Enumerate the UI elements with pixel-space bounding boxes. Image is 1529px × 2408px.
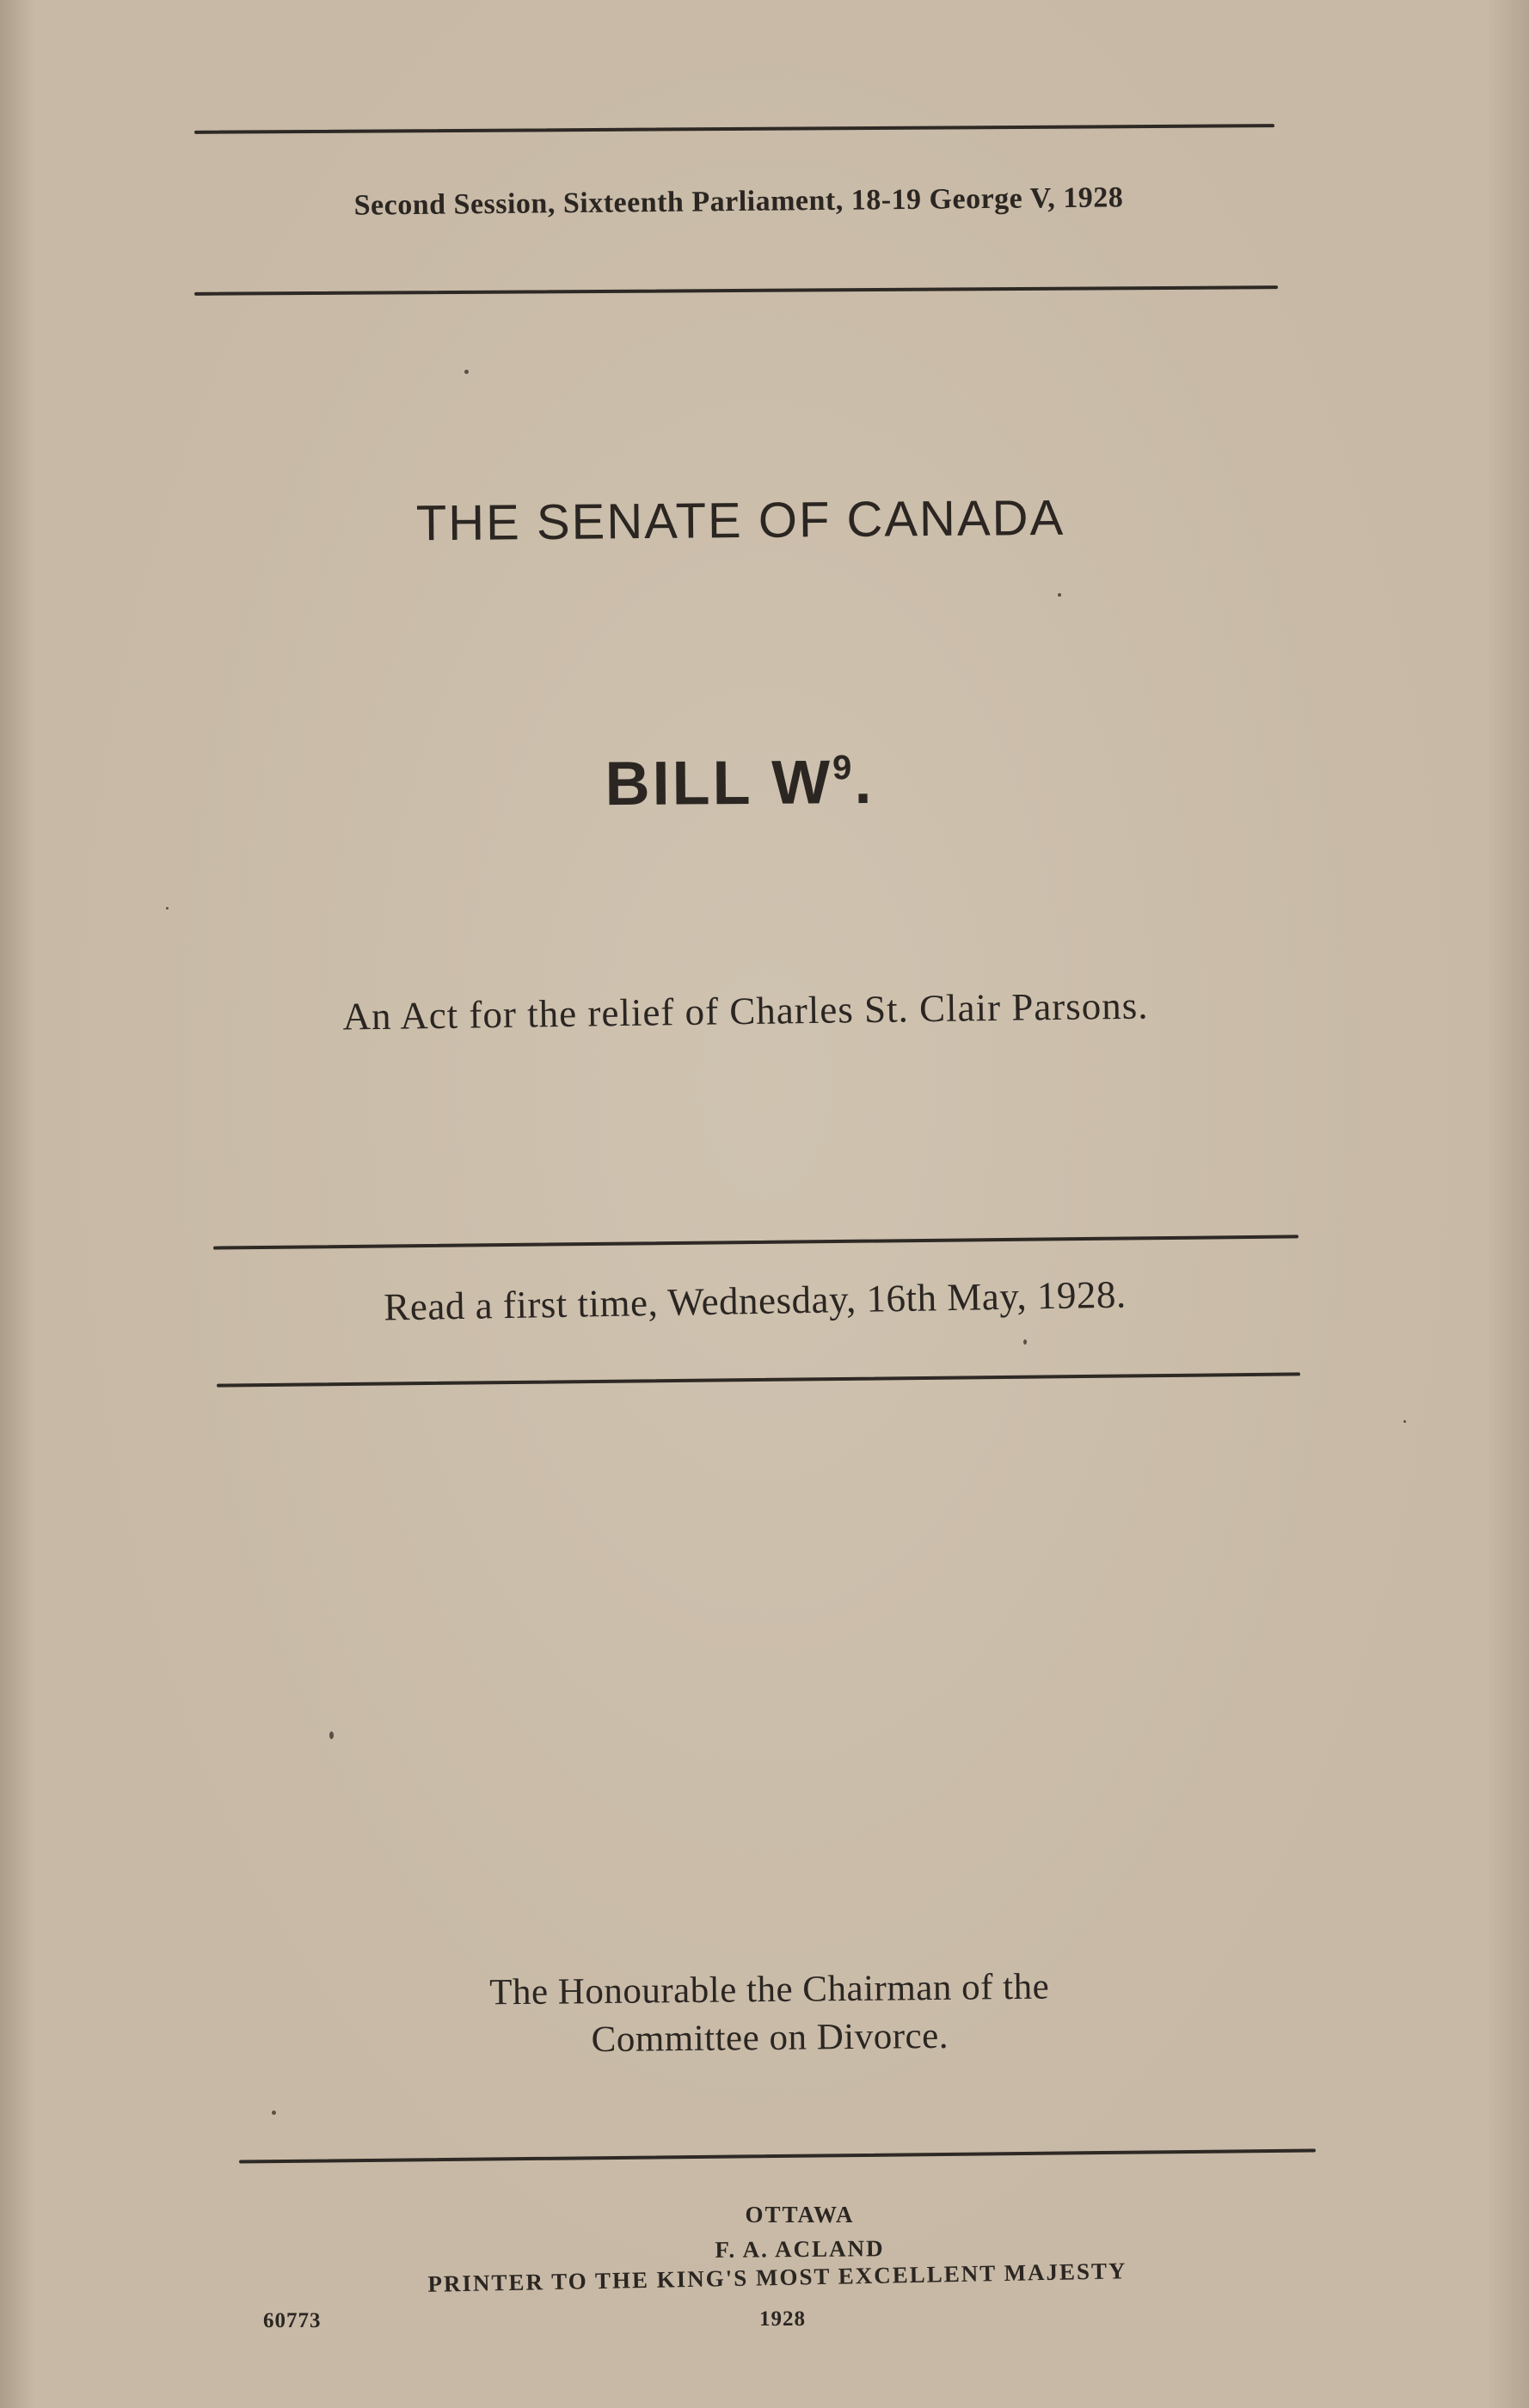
paper-speck [1403, 1420, 1406, 1423]
imprint-printer: F. A. ACLAND [715, 2235, 885, 2263]
sponsor-block [0, 1958, 1529, 2071]
paper-speck [1058, 593, 1061, 597]
imprint-year: 1928 [759, 2307, 806, 2331]
chamber-title: THE SENATE OF CANADA [415, 489, 1065, 552]
bill-superscript: 9 [832, 749, 855, 787]
top-rule-upper [194, 124, 1274, 134]
imprint-printer-title: PRINTER TO THE KING'S MOST EXCELLENT MAJESTY [427, 2258, 1127, 2297]
reading-rule-upper [213, 1235, 1299, 1249]
bill-number [0, 743, 1479, 824]
bill-suffix: . [854, 747, 875, 818]
paper-speck [464, 370, 469, 374]
paper-speck [1023, 1339, 1027, 1345]
job-number: 60773 [263, 2309, 322, 2332]
imprint-city: OTTAWA [745, 2202, 855, 2227]
reading-line: Read a first time, Wednesday, 16th May, 1928. [383, 1272, 1127, 1329]
paper-speck [329, 1731, 334, 1739]
session-line: Second Session, Sixteenth Parliament, 18-19 George V, 1928 [353, 181, 1124, 222]
act-title: An Act for the relief of Charles St. Clair Parsons. [342, 983, 1149, 1039]
bill-label: BILL W [605, 748, 833, 819]
paper-speck [272, 2111, 276, 2115]
imprint-rule [239, 2148, 1316, 2163]
reading-rule-lower [217, 1372, 1300, 1387]
sponsor-line-1: The Honourable the Chairman of the [488, 1966, 1050, 2013]
paper-speck [166, 907, 169, 910]
top-rule-lower [194, 285, 1278, 296]
sponsor-line-2: Committee on Divorce. [591, 2015, 949, 2061]
